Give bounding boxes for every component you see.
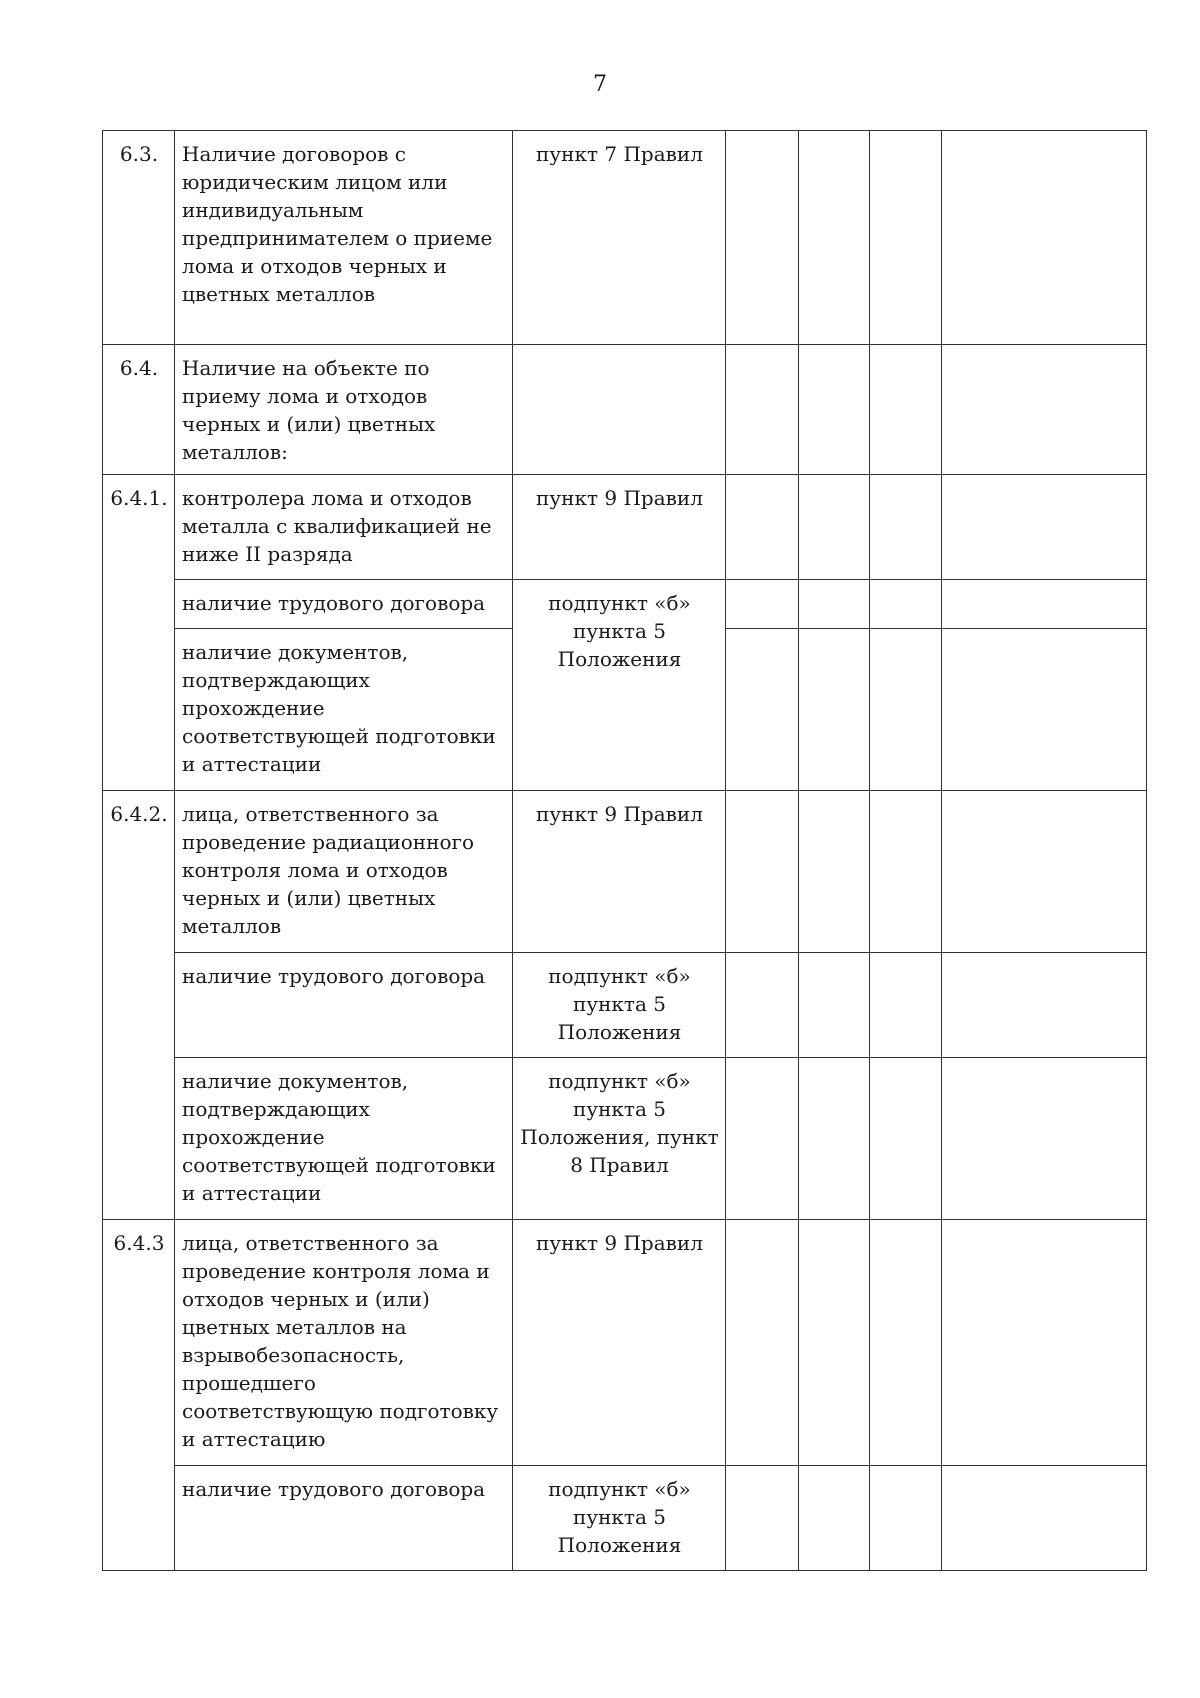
notes-cell [942,131,1147,345]
requirement-text: Наличие на объекте по приему лома и отходов черных и (или) цветных металлов: [175,345,513,475]
answer-yes-cell [726,131,799,345]
legal-reference: подпункт «б» пункта 5 Положения [513,580,726,791]
answer-yes-cell [726,1058,799,1220]
answer-na-cell [870,1058,942,1220]
notes-cell [942,475,1147,580]
checklist-row-6-4-2 [103,791,1147,953]
answer-no-cell [799,475,870,580]
answer-na-cell [870,791,942,953]
answer-na-cell [870,953,942,1058]
requirement-text: контролера лома и отходов металла с квалификацией не ниже II разряда [175,475,513,580]
answer-na-cell [870,1220,942,1466]
requirement-text: наличие трудового договора [175,953,513,1058]
answer-yes-cell [726,629,799,791]
notes-cell [942,1220,1147,1466]
notes-cell [942,1466,1147,1571]
item-number: 6.4.1. [103,475,175,791]
checklist-row-6-4 [103,345,1147,475]
answer-yes-cell [726,1466,799,1571]
answer-no-cell [799,953,870,1058]
item-number: 6.3. [103,131,175,345]
answer-no-cell [799,629,870,791]
requirement-text: наличие трудового договора [175,1466,513,1571]
answer-na-cell [870,580,942,629]
answer-no-cell [799,1058,870,1220]
checklist-row-6-3 [103,131,1147,345]
answer-no-cell [799,791,870,953]
answer-na-cell [870,345,942,475]
answer-no-cell [799,1220,870,1466]
answer-no-cell [799,1466,870,1571]
answer-na-cell [870,629,942,791]
legal-reference: пункт 9 Правил [513,475,726,580]
legal-reference: пункт 9 Правил [513,791,726,953]
page-number: 7 [593,72,607,97]
answer-na-cell [870,131,942,345]
requirement-text: лица, ответственного за проведение радиационного контроля лома и отходов черных и (или) цветных металлов [175,791,513,953]
item-number: 6.4. [103,345,175,475]
answer-yes-cell [726,475,799,580]
answer-yes-cell [726,953,799,1058]
legal-reference [513,345,726,475]
answer-na-cell [870,475,942,580]
requirement-text: наличие документов, подтверждающих прохождение соответствующей подготовки и аттестации [175,1058,513,1220]
answer-no-cell [799,580,870,629]
checklist-row-6-4-3 [103,1220,1147,1466]
answer-na-cell [870,1466,942,1571]
checklist-subrow [103,1466,1147,1571]
notes-cell [942,345,1147,475]
checklist-subrow [103,580,1147,629]
notes-cell [942,580,1147,629]
legal-reference: подпункт «б» пункта 5 Положения, пункт 8 Правил [513,1058,726,1220]
requirement-text: наличие документов, подтверждающих прохождение соответствующей подготовки и аттестации [175,629,513,791]
legal-reference: пункт 7 Правил [513,131,726,345]
notes-cell [942,953,1147,1058]
answer-no-cell [799,131,870,345]
requirement-text: Наличие договоров с юридическим лицом или индивидуальным предпринимателем о приеме лома и отходов черных и цветных металлов [175,131,513,345]
requirement-text: наличие трудового договора [175,580,513,629]
checklist-table [102,130,1147,1571]
answer-no-cell [799,345,870,475]
notes-cell [942,1058,1147,1220]
answer-yes-cell [726,580,799,629]
notes-cell [942,791,1147,953]
legal-reference: пункт 9 Правил [513,1220,726,1466]
notes-cell [942,629,1147,791]
checklist-subrow [103,953,1147,1058]
answer-yes-cell [726,1220,799,1466]
checklist-row-6-4-1 [103,475,1147,580]
item-number: 6.4.2. [103,791,175,1220]
item-number: 6.4.3 [103,1220,175,1571]
requirement-text: лица, ответственного за проведение контроля лома и отходов черных и (или) цветных металлов на взрывобезопасность, прошедшего соответствующую подготовку и аттестацию [175,1220,513,1466]
answer-yes-cell [726,791,799,953]
checklist-subrow [103,1058,1147,1220]
legal-reference: подпункт «б» пункта 5 Положения [513,953,726,1058]
answer-yes-cell [726,345,799,475]
legal-reference: подпункт «б» пункта 5 Положения [513,1466,726,1571]
